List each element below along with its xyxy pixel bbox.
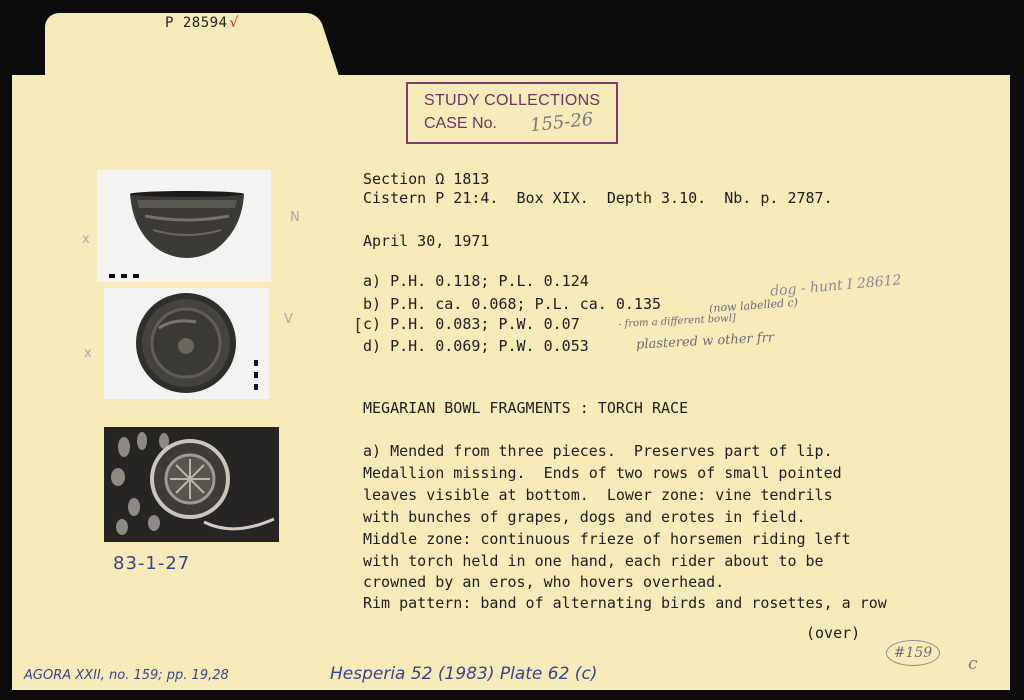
description-line-6: with torch held in one hand, each rider about to be [363,552,824,570]
note-b: (now labelled c) [708,295,799,316]
card-title: MEGARIAN BOWL FRAGMENTS : TORCH RACE [363,399,689,417]
description-line-1: a) Mended from three pieces. Preserves part of lip. [363,442,833,460]
description-line-2: Medallion missing. Ends of two rows of small pointed [363,464,842,482]
note-d: plastered w other frr [635,330,775,353]
bracket-mark: [ [353,316,364,336]
accession-number: P 28594 √ [165,15,239,31]
pencil-mark-x2: x [84,346,92,361]
bowl-profile-image [97,170,271,282]
study-collections-stamp [406,82,618,144]
pencil-mark-v: V [284,312,293,327]
date-line: April 30, 1971 [363,232,490,250]
description-line-7: crowned by an eros, who hovers overhead. [363,573,725,591]
note-c: - from a different bowl] [617,312,737,331]
vertical-scale-bar [254,360,258,390]
description-line-8: Rim pattern: band of alternating birds and rosettes, a row [363,594,887,612]
scale-bar [109,274,143,278]
photo-number: 83-1-27 [113,553,191,574]
medallion-detail-image [104,427,279,542]
bowl-underside-image [104,288,269,399]
pencil-mark-n: N [290,210,300,225]
footer-circle-number: #159 [886,640,940,666]
photo-bowl-underside [104,288,269,399]
measurement-c: c) P.H. 0.083; P.W. 0.07 [363,315,580,333]
pencil-mark-x1: x [82,232,90,247]
description-line-5: Middle zone: continuous frieze of horsemen riding left [363,530,851,548]
footer-agora-ref: AGORA XXII, no. 159; pp. 19,28 [24,668,229,683]
section-line: Section Ω 1813 [363,170,490,188]
photo-medallion-detail [104,427,279,542]
over-label: (over) [806,624,861,642]
check-mark-icon: √ [229,15,239,31]
measurement-b: b) P.H. ca. 0.068; P.L. ca. 0.135 [363,295,662,313]
description-line-4: with bunches of grapes, dogs and erotes in field. [363,508,806,526]
measurement-a: a) P.H. 0.118; P.L. 0.124 [363,272,589,290]
margin-note: dog - hunt I 28612 [769,272,903,300]
measurement-d: d) P.H. 0.069; P.W. 0.053 [363,337,589,355]
footer-corner-letter: c [968,654,978,674]
description-line-3: leaves visible at bottom. Lower zone: vine tendrils [363,486,833,504]
location-line: Cistern P 21:4. Box XIX. Depth 3.10. Nb. p. 2787. [363,189,833,207]
stamp-line1: STUDY COLLECTIONS [424,92,601,109]
photo-bowl-profile [97,170,271,282]
stamp-line2: CASE No. [424,115,497,132]
footer-hesperia-ref: Hesperia 52 (1983) Plate 62 (c) [330,664,598,684]
stamp-case-number: 155-26 [529,108,595,137]
